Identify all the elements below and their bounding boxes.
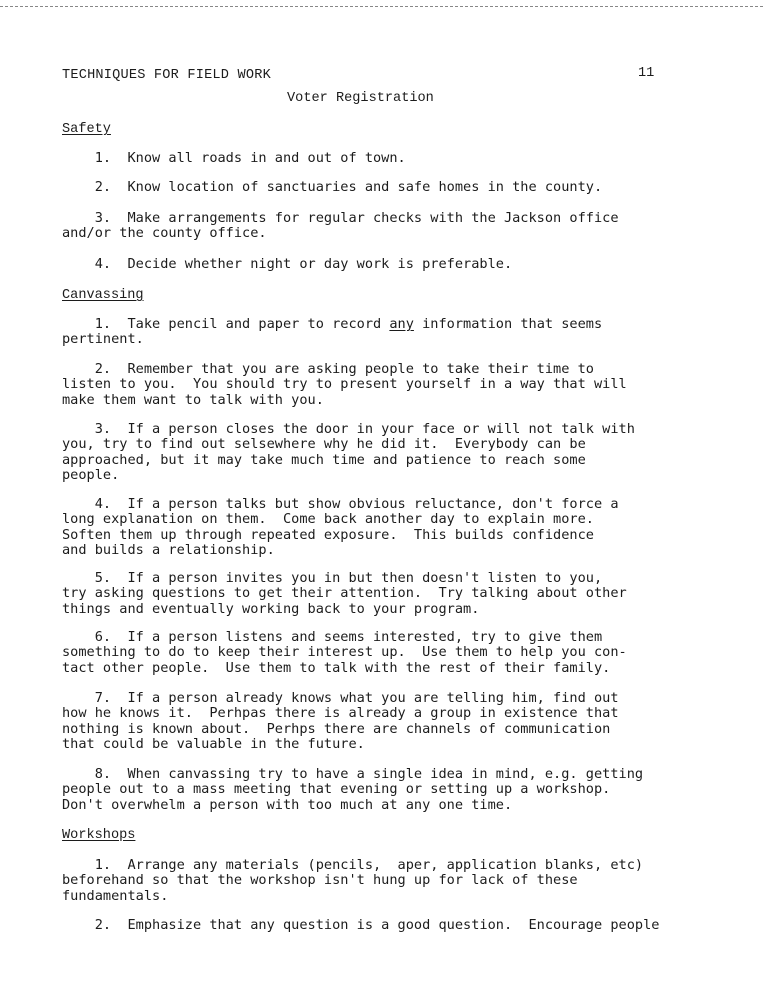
canvassing-item-3: 3. If a person closes the door in your face or will not talk with you, try to find out selsewhere why he did it. Everybody can be approached, but it may take much time and patience to reach some people. (62, 421, 635, 483)
safety-item-2: 2. Know location of sanctuaries and safe homes in the county. (62, 179, 603, 195)
canvassing-item-7: 7. If a person already knows what you are telling him, find out how he knows it. Perhpas there is already a group in existence that nothing is known about. Perhps there are channels of communication that could be valuable in the future. (62, 690, 619, 752)
canvassing-item-8: 8. When canvassing try to have a single idea in mind, e.g. getting people out to a mass meeting that evening or setting up a workshop. Don't overwhelm a person with too much at any one time. (62, 766, 644, 813)
canvassing-item-1-emphasis: any (389, 316, 414, 332)
canvassing-item-1-text-b: information that seems pertinent. (62, 316, 603, 348)
page-number: 11 (638, 66, 655, 81)
canvassing-item-2: 2. Remember that you are asking people to take their time to listen to you. You should try to present yourself in a way that will make them want to talk with you. (62, 361, 627, 408)
document-subtitle: Voter Registration (287, 91, 434, 106)
safety-item-1: 1. Know all roads in and out of town. (62, 150, 406, 166)
document-title: TECHNIQUES FOR FIELD WORK (62, 68, 271, 83)
canvassing-item-1 (62, 317, 702, 348)
section-heading-canvassing: Canvassing (62, 288, 144, 303)
workshops-item-2: 2. Emphasize that any question is a good question. Encourage people (62, 917, 660, 933)
workshops-item-1: 1. Arrange any materials (pencils, aper, application blanks, etc) beforehand so that the workshop isn't hung up for lack of these fundamentals. (62, 857, 644, 904)
canvassing-item-5: 5. If a person invites you in but then doesn't listen to you, try asking questions to get their attention. Try talking about other things and eventually working back to your program. (62, 570, 627, 617)
section-heading-workshops: Workshops (62, 828, 136, 843)
safety-item-3: 3. Make arrangements for regular checks with the Jackson office and/or the county office. (62, 210, 619, 242)
canvassing-item-6: 6. If a person listens and seems interested, try to give them something to do to keep their interest up. Use them to help you con- tact other people. Use them to talk with the rest of their family. (62, 629, 627, 676)
section-heading-safety: Safety (62, 122, 111, 137)
canvassing-item-4: 4. If a person talks but show obvious reluctance, don't force a long explanation on them. Come back another day to explain more. Soften them up through repeated exposure. This builds confidence and builds a relationship. (62, 496, 619, 558)
canvassing-item-1-text-a: 1. Take pencil and paper to record (62, 316, 390, 332)
safety-item-4: 4. Decide whether night or day work is preferable. (62, 256, 513, 272)
